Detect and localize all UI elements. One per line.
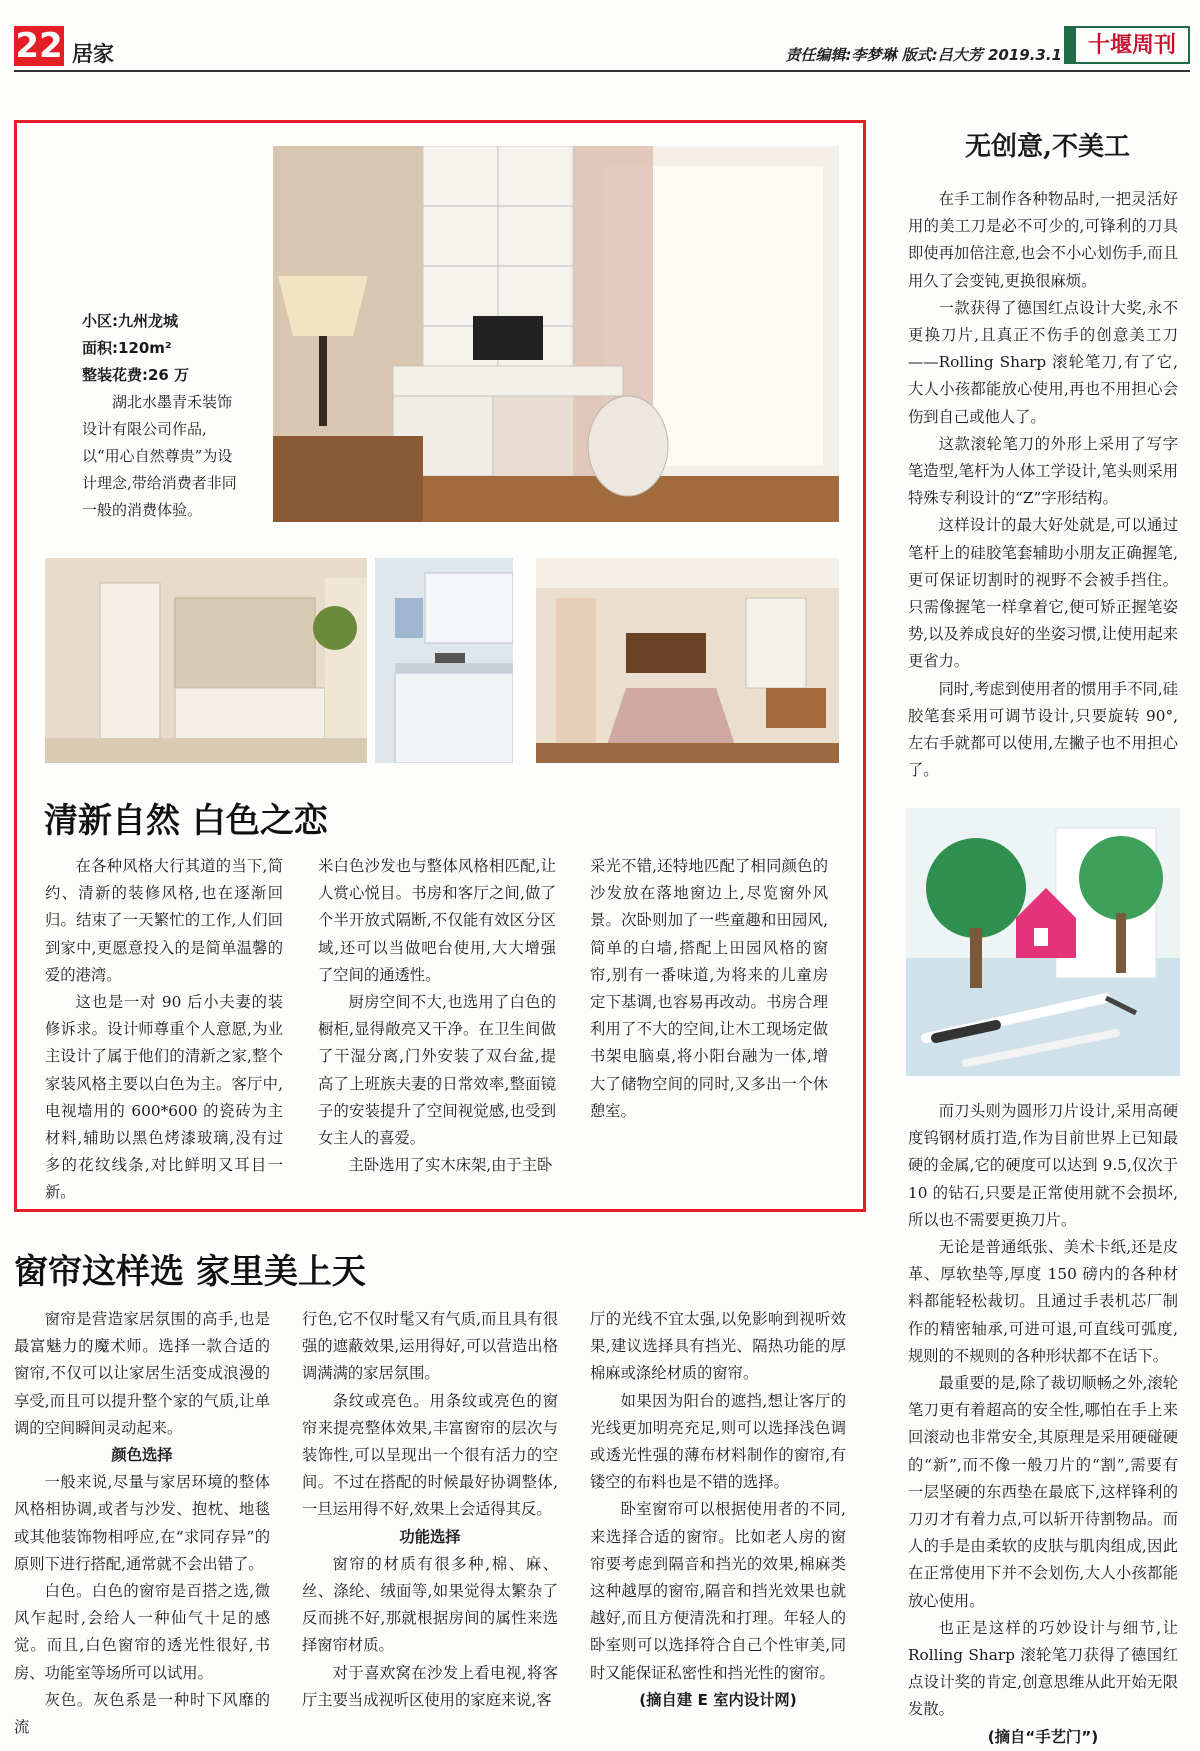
- curtain-paragraph: 如果因为阳台的遮挡,想让客厅的光线更加明亮充足,则可以选择浅色调或透光性强的薄布材料制作的窗帘,有镂空的布料也是不错的选择。: [590, 1391, 846, 1492]
- bedroom-photo: [536, 558, 839, 763]
- curtain-paragraph: 白色。白色的窗帘是百搭之选,微风乍起时,会给人一种仙气十足的感觉。而且,白色窗帘的透光性很好,书房、功能室等场所可以试用。: [14, 1582, 270, 1682]
- sidebar-bottom-text: [908, 1098, 1178, 1751]
- sidebar-paragraph: 同时,考虑到使用者的惯用手不同,硅胶笔套采用可调节设计,只要旋转 90°,左右手就都可以使用,左撇子也不用担心了。: [908, 679, 1178, 780]
- info-community: 小区:九州龙城: [82, 312, 178, 330]
- sidebar-paragraph: 这样设计的最大好处就是,可以通过笔杆上的硅胶笔套辅助小朋友正确握笔,更可保证切割时的视野不会被手挡住。只需像握笔一样拿着它,便可矫正握笔姿势,以及养成良好的坐姿习惯,让使用起来更省力。: [908, 516, 1178, 671]
- feature-paragraph: 这也是一对 90 后小夫妻的装修诉求。设计师尊重个人意愿,为业主设计了属于他们的清新之家,整个家装风格主要以白色为主。客厅中,电视墙用的 600*600 的瓷砖为主材料,辅助以黑色烤漆玻璃,没有过多的花纹线条,对比鲜明又耳目一新。: [45, 993, 283, 1202]
- section-title: 居家: [72, 42, 114, 66]
- sidebar-top-text: [908, 186, 1178, 784]
- info-cost: 整装花费:26 万: [82, 366, 190, 384]
- masthead-text: 十堰周刊: [1087, 32, 1176, 58]
- curtain-paragraph: 窗帘是营造家居氛围的高手,也是最富魅力的魔术师。选择一款合适的窗帘,不仅可以让家居生活变成浪漫的享受,而且可以提升整个家的气质,让单调的空间瞬间灵动起来。: [14, 1310, 270, 1437]
- page-number: 22: [15, 26, 63, 66]
- curtain-paragraph: 卧室窗帘可以根据使用者的不同,来选择合适的窗帘。比如老人房的窗帘要考虑到隔音和挡光的效果,棉麻类这种越厚的窗帘,隔音和挡光效果也就越好,而且方便清洗和打理。年轻人的卧室则可以选择符合自己个性审美,同时又能保证私密性和挡光性的窗帘。: [590, 1500, 846, 1682]
- sidebar-paragraph: 在手工制作各种物品时,一把灵活好用的美工刀是必不可少的,可锋利的刀具即使再加倍注意,也会不小心划伤手,而且用久了会变钝,更换很麻烦。: [908, 190, 1178, 290]
- bathroom-photo: [45, 558, 367, 763]
- curtain-paragraph: 对于喜欢窝在沙发上看电视,将客厅主要当成视听区使用的家庭来说,客: [302, 1663, 558, 1709]
- sidebar-headline: 无创意,不美工: [964, 132, 1131, 162]
- curtain-subhead-function: 功能选择: [399, 1527, 461, 1546]
- sidebar-source: (摘自“手艺门”): [987, 1727, 1099, 1746]
- curtain-source: (摘自建 E 室内设计网): [639, 1690, 797, 1709]
- curtain-paragraph: 一般来说,尽量与家居环境的整体风格相协调,或者与沙发、抱枕、地毯或其他装饰物相呼应,在“求同存异”的原则下进行搭配,通常就不会出错了。: [14, 1473, 270, 1573]
- feature-paragraph: 米白色沙发也与整体风格相匹配,让人赏心悦目。书房和客厅之间,做了个半开放式隔断,不仅能有效区分区域,还可以当做吧台使用,大大增强了空间的通透性。: [318, 857, 556, 984]
- project-info: [82, 308, 242, 524]
- masthead-logo: [1064, 26, 1190, 64]
- feature-paragraph: 采光不错,还特地匹配了相同颜色的沙发放在落地窗边上,尽览窗外风景。次卧则加了一些童趣和田园风,简单的白墙,搭配上田园风格的窗帘,别有一番味道,为将来的儿童房定下基调,也容易再改动。书房合理利用了不大的空间,让木工现场定做书架电脑桌,将小阳台融为一体,增大了储物空间的同时,又多出一个休憩室。: [590, 857, 828, 1120]
- curtain-paragraph: 行色,它不仅时髦又有气质,而且具有很强的遮蔽效果,运用得好,可以营造出格调满满的家居氛围。: [302, 1310, 558, 1383]
- editor-line: 责任编辑:李梦琳 版式:吕大芳 2019.3.1: [785, 46, 1062, 64]
- feature-paragraph: 在各种风格大行其道的当下,简约、清新的装修风格,也在逐渐回归。结束了一天繁忙的工作,人们回到家中,更愿意投入的是简单温馨的爱的港湾。: [45, 857, 283, 984]
- curtain-paragraph: 灰色。灰色系是一种时下风靡的流: [14, 1690, 270, 1737]
- masthead-bar: [1066, 28, 1076, 62]
- study-room-photo: [273, 146, 839, 522]
- info-area: 面积:120m²: [82, 339, 172, 357]
- header-rule: [14, 70, 1190, 72]
- sidebar-paragraph: 也正是这样的巧妙设计与细节,让 Rolling Sharp 滚轮笔刀获得了德国红点设计奖的肯定,创意思维从此开始无限发散。: [908, 1618, 1178, 1719]
- curtain-paragraph: 条纹或亮色。用条纹或亮色的窗帘来提亮整体效果,丰富窗帘的层次与装饰性,可以呈现出一个很有活力的空间。不过在搭配的时候最好协调整体,一旦运用得不好,效果上会适得其反。: [302, 1391, 558, 1519]
- rolling-sharp-cutter-photo: [906, 808, 1180, 1076]
- feature-paragraph: 主卧选用了实木床架,由于主卧: [348, 1156, 553, 1175]
- curtain-column-2: [302, 1306, 558, 1714]
- curtain-column-3: [590, 1306, 846, 1714]
- sidebar-paragraph: 而刀头则为圆形刀片设计,采用高硬度钨钢材质打造,作为目前世界上已知最硬的金属,它的硬度可以达到 9.5,仅次于 10 的钻石,只要是正常使用就不会损坏,所以也不需要更换刀片。: [908, 1102, 1178, 1229]
- curtain-paragraph: 窗帘的材质有很多种,棉、麻、丝、涤纶、绒面等,如果觉得太繁杂了反而挑不好,那就根据房间的属性来选择窗帘材质。: [302, 1554, 558, 1655]
- sidebar-paragraph: 这款滚轮笔刀的外形上采用了写字笔造型,笔杆为人体工学设计,笔头则采用特殊专利设计的“Z”字形结构。: [908, 434, 1178, 508]
- feature-column-3: [590, 853, 828, 1125]
- curtain-paragraph: 厅的光线不宜太强,以免影响到视听效果,建议选择具有挡光、隔热功能的厚棉麻或涤纶材质的窗帘。: [590, 1310, 846, 1383]
- curtain-column-1: [14, 1306, 270, 1741]
- curtain-headline: 窗帘这样选 家里美上天: [14, 1252, 366, 1292]
- sidebar-paragraph: 无论是普通纸张、美术卡纸,还是皮革、厚软垫等,厚度 150 磅内的各种材料都能轻松裁切。且通过手表机芯厂制作的精密轴承,可进可退,可直线可弧度,规则的不规则的各种形状都不在话下。: [908, 1238, 1178, 1365]
- sidebar-paragraph: 最重要的是,除了裁切顺畅之外,滚轮笔刀更有着超高的安全性,哪怕在手上来回滚动也非常安全,其原理是采用硬碰硬的“新”,而不像一般刀片的“割”,需要有一层坚硬的东西垫在最底下,这样锋利的刀刃才有着力点,可以斩开待割物品。而人的手是由柔软的皮肤与肌肉组成,因此在正常使用下并不会划伤,大人小孩都能放心使用。: [908, 1374, 1178, 1610]
- info-intro: 湖北水墨青禾装饰设计有限公司作品,以“用心自然尊贵”为设计理念,带给消费者非同一般的消费体验。: [82, 393, 237, 519]
- feature-paragraph: 厨房空间不大,也选用了白色的橱柜,显得敞亮又干净。在卫生间做了干湿分离,门外安装了双台盆,提高了上班族夫妻的日常效率,整面镜子的安装提升了空间视觉感,也受到女主人的喜爱。: [318, 993, 556, 1148]
- feature-headline: 清新自然 白色之恋: [44, 801, 328, 841]
- feature-column-2: [318, 853, 556, 1179]
- curtain-subhead-color: 颜色选择: [111, 1446, 173, 1465]
- feature-column-1: [45, 853, 283, 1207]
- sidebar-paragraph: 一款获得了德国红点设计大奖,永不更换刀片,且真正不伤手的创意美工刀——Rolling Sharp 滚轮笔刀,有了它,大人小孩都能放心使用,再也不用担心会伤到自己或他人了。: [908, 298, 1178, 426]
- kitchen-photo: [375, 558, 513, 763]
